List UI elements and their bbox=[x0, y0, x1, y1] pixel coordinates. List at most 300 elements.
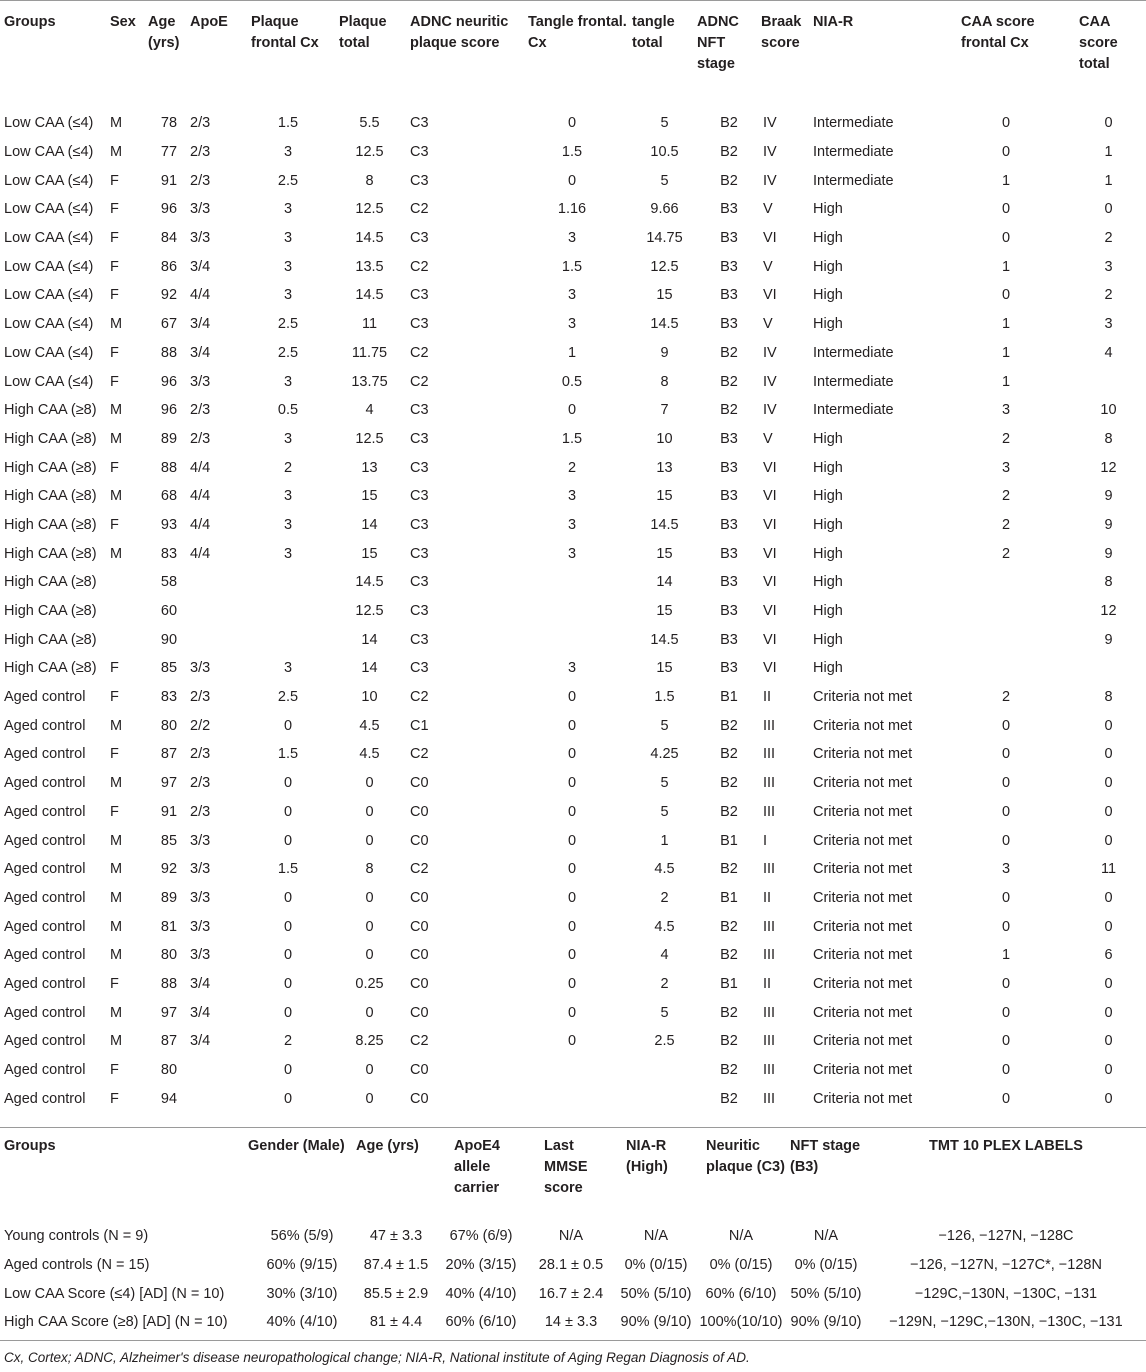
cell-apoe: 2/3 bbox=[190, 689, 211, 706]
cell-nia-r-high: 50% (5/10) bbox=[620, 1285, 692, 1302]
cell-tangle-frontal: 0 bbox=[567, 832, 577, 849]
cell-sex: M bbox=[110, 717, 123, 734]
cell-age: 85.5 ± 2.9 bbox=[363, 1285, 429, 1302]
cell-group: High CAA (≥8) bbox=[4, 631, 97, 648]
cell-sex: M bbox=[110, 861, 123, 878]
cell-nft-stage: B2 bbox=[720, 1033, 738, 1050]
cell-nia-r: Criteria not met bbox=[813, 889, 913, 906]
cell-caa-total: 11 bbox=[1100, 861, 1117, 878]
cell-group: Aged control bbox=[4, 717, 86, 734]
cell-tangle-total: 15 bbox=[656, 603, 673, 620]
cell-neuritic-plaque-c3: 100%(10/10) bbox=[699, 1314, 783, 1331]
cell-caa-total: 0 bbox=[1104, 832, 1113, 849]
cell-apoe: 3/4 bbox=[190, 258, 211, 275]
table-row bbox=[0, 855, 1146, 884]
cell-plaque-total: 8.25 bbox=[355, 1033, 384, 1050]
cell-last-mmse: 16.7 ± 2.4 bbox=[538, 1285, 604, 1302]
cell-caa-frontal: 0 bbox=[1001, 115, 1011, 132]
table-row bbox=[0, 195, 1146, 224]
cell-sex: F bbox=[110, 287, 119, 304]
cell-braak: II bbox=[763, 889, 772, 906]
cell-neuritic-plaque-score: C3 bbox=[410, 459, 429, 476]
cell-braak: III bbox=[763, 803, 776, 820]
cell-tangle-total: 7 bbox=[660, 402, 669, 419]
cell-caa-frontal: 0 bbox=[1001, 144, 1011, 161]
cell-plaque-total: 0 bbox=[365, 918, 374, 935]
cell-caa-total: 3 bbox=[1104, 258, 1113, 275]
cell-neuritic-plaque-score: C2 bbox=[410, 258, 429, 275]
cell-sex: F bbox=[110, 975, 119, 992]
cell-age: 91 bbox=[160, 803, 178, 820]
cell-apoe: 4/4 bbox=[190, 287, 211, 304]
cell-nia-r: High bbox=[813, 230, 843, 247]
cell-sex: F bbox=[110, 258, 119, 275]
cell-group: Young controls (N = 9) bbox=[4, 1228, 149, 1245]
cell-plaque-frontal: 0 bbox=[283, 775, 293, 792]
cell-tangle-frontal: 0 bbox=[567, 803, 577, 820]
cell-plaque-total: 0 bbox=[365, 775, 374, 792]
table2-header-row bbox=[0, 1136, 1146, 1222]
cell-apoe: 4/4 bbox=[190, 488, 211, 505]
cell-plaque-total: 8 bbox=[365, 861, 374, 878]
cell-plaque-total: 11.75 bbox=[351, 344, 388, 361]
cell-nia-r-high: 90% (9/10) bbox=[620, 1314, 692, 1331]
cell-nia-r: Criteria not met bbox=[813, 1062, 913, 1079]
table-row bbox=[0, 252, 1146, 281]
cell-caa-total: 0 bbox=[1104, 1004, 1113, 1021]
cell-age: 88 bbox=[160, 344, 178, 361]
header2-age: Age (yrs) bbox=[356, 1138, 419, 1154]
cell-age: 83 bbox=[160, 545, 178, 562]
cell-plaque-frontal: 0 bbox=[283, 975, 293, 992]
cell-plaque-total: 12.5 bbox=[355, 603, 384, 620]
cell-braak: IV bbox=[763, 115, 777, 132]
header-adnc-neuritic-plaque: ADNC neuritic plaque score bbox=[410, 14, 509, 51]
cell-caa-frontal: 0 bbox=[1001, 918, 1011, 935]
cell-group: Aged control bbox=[4, 1033, 86, 1050]
cell-plaque-total: 5.5 bbox=[359, 115, 380, 132]
cell-group: Aged control bbox=[4, 775, 86, 792]
cell-apoe: 3/4 bbox=[190, 1033, 211, 1050]
neuropathology-table bbox=[0, 12, 1146, 1113]
cell-apoe: 2/3 bbox=[190, 115, 211, 132]
cell-plaque-total: 13 bbox=[361, 459, 378, 476]
cell-caa-frontal: 0 bbox=[1001, 975, 1011, 992]
summary-row bbox=[0, 1222, 1146, 1251]
cell-age: 81 ± 4.4 bbox=[369, 1314, 423, 1331]
cell-caa-frontal: 1 bbox=[1001, 947, 1011, 964]
cell-nia-r: High bbox=[813, 488, 843, 505]
cell-plaque-frontal: 3 bbox=[283, 258, 293, 275]
cell-tangle-frontal: 0 bbox=[567, 172, 577, 189]
header-plaque-frontal: Plaque frontal Cx bbox=[251, 14, 319, 51]
cell-plaque-frontal: 0.5 bbox=[277, 402, 299, 419]
cell-nft-stage: B1 bbox=[720, 689, 738, 706]
cell-plaque-frontal: 2 bbox=[283, 1033, 293, 1050]
cell-nft-stage: B2 bbox=[720, 775, 738, 792]
cell-caa-total: 1 bbox=[1104, 144, 1113, 161]
cell-neuritic-plaque-score: C2 bbox=[410, 746, 429, 763]
cell-nft-stage: B3 bbox=[720, 488, 738, 505]
cell-neuritic-plaque-score: C3 bbox=[410, 631, 429, 648]
header-adnc-nft-stage: ADNC NFT stage bbox=[697, 14, 739, 72]
cell-tangle-frontal: 0 bbox=[567, 918, 577, 935]
cell-tangle-total: 1.5 bbox=[654, 689, 675, 706]
cell-tangle-frontal: 3 bbox=[567, 660, 577, 677]
table-row bbox=[0, 654, 1146, 683]
cell-braak: VI bbox=[763, 603, 777, 620]
cell-group: High CAA (≥8) bbox=[4, 430, 97, 447]
cell-sex: M bbox=[110, 947, 123, 964]
cell-plaque-frontal: 3 bbox=[283, 230, 293, 247]
cell-group: Aged control bbox=[4, 975, 86, 992]
cell-plaque-frontal: 2.5 bbox=[277, 344, 299, 361]
cell-plaque-total: 4 bbox=[365, 402, 374, 419]
cell-group: High CAA (≥8) bbox=[4, 402, 97, 419]
cell-plaque-frontal: 0 bbox=[283, 1062, 293, 1079]
cell-tangle-frontal: 0.5 bbox=[561, 373, 583, 390]
cell-plaque-total: 11 bbox=[361, 316, 378, 333]
cell-apoe: 3/3 bbox=[190, 889, 211, 906]
cell-sex: M bbox=[110, 1033, 123, 1050]
cell-tmt-labels: −126, −127N, −127C*, −128N bbox=[910, 1257, 1102, 1274]
cell-age: 92 bbox=[160, 287, 178, 304]
table1-header-row bbox=[0, 12, 1146, 109]
cell-group: Aged control bbox=[4, 861, 86, 878]
cell-apoe: 2/3 bbox=[190, 144, 211, 161]
cell-caa-total: 0 bbox=[1104, 889, 1113, 906]
cell-age: 85 bbox=[160, 660, 178, 677]
cell-plaque-frontal: 3 bbox=[283, 660, 293, 677]
cell-nia-r: Criteria not met bbox=[813, 689, 913, 706]
cell-caa-frontal: 0 bbox=[1001, 746, 1011, 763]
table-row bbox=[0, 511, 1146, 540]
cell-caa-total: 1 bbox=[1104, 172, 1113, 189]
cell-plaque-total: 15 bbox=[361, 545, 378, 562]
cell-tangle-frontal: 0 bbox=[567, 947, 577, 964]
cell-nft-stage-b3: 90% (9/10) bbox=[790, 1314, 862, 1331]
cell-apoe: 3/3 bbox=[190, 373, 211, 390]
cell-tangle-total: 2.5 bbox=[654, 1033, 675, 1050]
cell-nft-stage: B2 bbox=[720, 717, 738, 734]
header-plaque-total: Plaque total bbox=[339, 14, 387, 51]
cell-group: Low CAA (≤4) bbox=[4, 316, 94, 333]
cell-caa-frontal: 1 bbox=[1001, 316, 1011, 333]
cell-caa-frontal bbox=[941, 597, 1071, 626]
cell-plaque-frontal: 1.5 bbox=[277, 861, 299, 878]
cell-plaque-frontal: 3 bbox=[283, 545, 293, 562]
cell-braak: III bbox=[763, 947, 776, 964]
cell-braak: VI bbox=[763, 660, 777, 677]
table-row bbox=[0, 539, 1146, 568]
cell-nia-r-high: 0% (0/15) bbox=[624, 1257, 688, 1274]
cell-plaque-frontal: 0 bbox=[283, 717, 293, 734]
cell-braak: VI bbox=[763, 230, 777, 247]
cell-age: 87 bbox=[160, 1033, 178, 1050]
cell-nft-stage: B3 bbox=[720, 430, 738, 447]
cell-tangle-frontal: 3 bbox=[567, 516, 577, 533]
cell-braak: V bbox=[763, 258, 773, 275]
cell-neuritic-plaque-score: C3 bbox=[410, 660, 429, 677]
cell-braak: VI bbox=[763, 545, 777, 562]
cell-group: Aged control bbox=[4, 889, 86, 906]
cell-tangle-total: 2 bbox=[660, 975, 669, 992]
cell-apoe: 2/3 bbox=[190, 775, 211, 792]
cell-age: 89 bbox=[160, 430, 178, 447]
header-caa-frontal: CAA score frontal Cx bbox=[961, 14, 1035, 51]
cell-nft-stage: B1 bbox=[720, 832, 738, 849]
cell-tangle-frontal: 0 bbox=[567, 1004, 577, 1021]
cell-group: Aged control bbox=[4, 832, 86, 849]
cell-nia-r: Intermediate bbox=[813, 373, 894, 390]
cell-plaque-total: 0.25 bbox=[355, 975, 384, 992]
cell-apoe: 3/4 bbox=[190, 1004, 211, 1021]
cell-sex: M bbox=[110, 775, 123, 792]
cell-nft-stage: B2 bbox=[720, 115, 738, 132]
cell-tangle-total: 15 bbox=[656, 545, 673, 562]
cell-nft-stage: B1 bbox=[720, 889, 738, 906]
cell-nft-stage: B2 bbox=[720, 803, 738, 820]
cell-nia-r: Criteria not met bbox=[813, 1004, 913, 1021]
cell-tangle-frontal bbox=[512, 1056, 632, 1085]
cell-sex: F bbox=[110, 1090, 119, 1107]
cell-braak: II bbox=[763, 975, 772, 992]
cell-tangle-frontal: 0 bbox=[567, 861, 577, 878]
cell-braak: III bbox=[763, 1033, 776, 1050]
cell-nft-stage: B2 bbox=[720, 172, 738, 189]
cell-plaque-total: 0 bbox=[365, 947, 374, 964]
table-row bbox=[0, 482, 1146, 511]
cell-neuritic-plaque-score: C0 bbox=[410, 975, 429, 992]
cell-tangle-frontal bbox=[512, 1084, 632, 1113]
cell-caa-total: 9 bbox=[1104, 631, 1113, 648]
cell-nia-r: Criteria not met bbox=[813, 746, 913, 763]
header-braak: Braak score bbox=[761, 14, 802, 51]
cell-neuritic-plaque-score: C0 bbox=[410, 889, 429, 906]
cell-plaque-total: 14 bbox=[361, 631, 378, 648]
cell-group: Aged control bbox=[4, 803, 86, 820]
header-sex: Sex bbox=[110, 14, 136, 30]
cell-group: Low CAA (≤4) bbox=[4, 258, 94, 275]
cell-nft-stage: B3 bbox=[720, 258, 738, 275]
cell-caa-total: 0 bbox=[1104, 775, 1113, 792]
cell-apoe: 3/3 bbox=[190, 947, 211, 964]
cell-caa-total: 2 bbox=[1104, 287, 1113, 304]
cell-tangle-total: 5 bbox=[660, 1004, 669, 1021]
cell-plaque-total: 8 bbox=[365, 172, 374, 189]
cell-caa-frontal: 0 bbox=[1001, 717, 1011, 734]
cell-group: Low CAA (≤4) bbox=[4, 287, 94, 304]
cell-plaque-frontal: 0 bbox=[283, 1004, 293, 1021]
cell-plaque-frontal: 2.5 bbox=[277, 689, 299, 706]
cell-tangle-total: 14.75 bbox=[646, 230, 683, 247]
cell-group: Aged control bbox=[4, 947, 86, 964]
table-row bbox=[0, 711, 1146, 740]
cell-plaque-frontal: 0 bbox=[283, 918, 293, 935]
cell-sex: M bbox=[110, 889, 123, 906]
cell-group: High CAA (≥8) bbox=[4, 459, 97, 476]
cell-group: Low CAA (≤4) bbox=[4, 115, 94, 132]
cell-group: High CAA (≥8) bbox=[4, 488, 97, 505]
cell-plaque-total: 12.5 bbox=[355, 430, 384, 447]
cell-group: High CAA (≥8) bbox=[4, 603, 97, 620]
cell-apoe: 4/4 bbox=[190, 459, 211, 476]
cell-tangle-total: 13 bbox=[656, 459, 673, 476]
cell-plaque-frontal: 0 bbox=[283, 1090, 293, 1107]
cell-neuritic-plaque-score: C3 bbox=[410, 287, 429, 304]
cell-braak: VI bbox=[763, 488, 777, 505]
table-row bbox=[0, 166, 1146, 195]
cell-tmt-labels: −129N, −129C,−130N, −130C, −131 bbox=[889, 1314, 1123, 1331]
cell-nft-stage: B3 bbox=[720, 287, 738, 304]
cell-caa-frontal: 1 bbox=[1001, 172, 1011, 189]
cell-plaque-frontal bbox=[247, 597, 329, 626]
cell-age: 47 ± 3.3 bbox=[369, 1228, 423, 1245]
cell-caa-total: 6 bbox=[1104, 947, 1113, 964]
cell-plaque-total: 4.5 bbox=[359, 746, 380, 763]
cell-caa-frontal bbox=[941, 625, 1071, 654]
cell-gender-male: 56% (5/9) bbox=[270, 1228, 334, 1245]
cell-apoe bbox=[190, 625, 247, 654]
cell-braak: V bbox=[763, 430, 773, 447]
cell-tangle-total: 4.5 bbox=[654, 861, 675, 878]
cell-plaque-total: 10 bbox=[361, 689, 378, 706]
cell-gender-male: 30% (3/10) bbox=[266, 1285, 338, 1302]
cell-group: Aged control bbox=[4, 1004, 86, 1021]
cell-caa-frontal: 0 bbox=[1001, 1062, 1011, 1079]
cell-apoe: 3/3 bbox=[190, 201, 211, 218]
cell-sex: F bbox=[110, 516, 119, 533]
cell-sex: F bbox=[110, 230, 119, 247]
cell-tangle-total: 4 bbox=[660, 947, 669, 964]
cell-nia-r: Intermediate bbox=[813, 402, 894, 419]
group-summary-table bbox=[0, 1136, 1146, 1337]
cell-age: 58 bbox=[160, 574, 178, 591]
cell-plaque-frontal bbox=[247, 568, 329, 597]
cell-plaque-total: 14 bbox=[361, 516, 378, 533]
cell-tangle-total: 8 bbox=[660, 373, 669, 390]
cell-neuritic-plaque-score: C0 bbox=[410, 775, 429, 792]
cell-plaque-frontal: 1.5 bbox=[277, 746, 299, 763]
cell-group: Low CAA (≤4) bbox=[4, 373, 94, 390]
cell-caa-frontal bbox=[941, 568, 1071, 597]
cell-age: 87.4 ± 1.5 bbox=[363, 1257, 429, 1274]
cell-nia-r: Criteria not met bbox=[813, 918, 913, 935]
cell-tangle-frontal: 1.5 bbox=[561, 258, 583, 275]
cell-neuritic-plaque-score: C0 bbox=[410, 918, 429, 935]
cell-plaque-total: 15 bbox=[361, 488, 378, 505]
cell-nia-r: High bbox=[813, 545, 843, 562]
cell-tangle-total: 5 bbox=[660, 115, 669, 132]
cell-age: 85 bbox=[160, 832, 178, 849]
cell-caa-frontal: 1 bbox=[1001, 373, 1011, 390]
table-row bbox=[0, 425, 1146, 454]
cell-braak: III bbox=[763, 1090, 776, 1107]
cell-caa-total: 12 bbox=[1100, 459, 1117, 476]
cell-plaque-total: 0 bbox=[365, 1062, 374, 1079]
cell-neuritic-plaque-score: C2 bbox=[410, 373, 429, 390]
cell-caa-total: 12 bbox=[1100, 603, 1117, 620]
cell-sex: M bbox=[110, 918, 123, 935]
cell-neuritic-plaque-score: C3 bbox=[410, 603, 429, 620]
cell-apoe: 3/3 bbox=[190, 861, 211, 878]
cell-caa-frontal: 0 bbox=[1001, 775, 1011, 792]
cell-nia-r: High bbox=[813, 258, 843, 275]
cell-apoe: 3/4 bbox=[190, 316, 211, 333]
cell-nft-stage: B2 bbox=[720, 861, 738, 878]
cell-tangle-total: 2 bbox=[660, 889, 669, 906]
header-age: Age (yrs) bbox=[148, 14, 180, 51]
cell-caa-frontal: 0 bbox=[1001, 201, 1011, 218]
table-row bbox=[0, 597, 1146, 626]
cell-braak: III bbox=[763, 918, 776, 935]
cell-braak: IV bbox=[763, 402, 777, 419]
cell-caa-total: 8 bbox=[1104, 689, 1113, 706]
cell-tangle-total: 9.66 bbox=[650, 201, 679, 218]
table-row bbox=[0, 798, 1146, 827]
cell-tangle-total: 15 bbox=[656, 287, 673, 304]
cell-nft-stage: B2 bbox=[720, 144, 738, 161]
header-apoe: ApoE bbox=[190, 14, 228, 30]
cell-tangle-total: 4.25 bbox=[650, 746, 679, 763]
cell-nia-r: High bbox=[813, 316, 843, 333]
cell-caa-frontal: 0 bbox=[1001, 889, 1011, 906]
cell-caa-frontal: 2 bbox=[1001, 430, 1011, 447]
cell-plaque-total: 0 bbox=[365, 1004, 374, 1021]
cell-nia-r: Criteria not met bbox=[813, 717, 913, 734]
cell-age: 97 bbox=[160, 1004, 178, 1021]
cell-nft-stage: B1 bbox=[720, 975, 738, 992]
cell-plaque-frontal: 3 bbox=[283, 201, 293, 218]
cell-plaque-total: 0 bbox=[365, 803, 374, 820]
cell-sex: F bbox=[110, 459, 119, 476]
cell-age: 86 bbox=[160, 258, 178, 275]
cell-tangle-frontal: 1.5 bbox=[561, 144, 583, 161]
cell-age: 68 bbox=[160, 488, 178, 505]
table-row bbox=[0, 683, 1146, 712]
cell-braak: VI bbox=[763, 631, 777, 648]
table-row bbox=[0, 912, 1146, 941]
cell-group: Low CAA (≤4) bbox=[4, 144, 94, 161]
cell-tmt-labels: −126, −127N, −128C bbox=[938, 1228, 1074, 1245]
header-caa-total: CAA score total bbox=[1079, 14, 1118, 72]
cell-neuritic-plaque-c3: 0% (0/15) bbox=[709, 1257, 773, 1274]
cell-tangle-frontal: 0 bbox=[567, 115, 577, 132]
cell-nia-r: Intermediate bbox=[813, 144, 894, 161]
cell-plaque-total: 13.5 bbox=[355, 258, 384, 275]
cell-neuritic-plaque-score: C0 bbox=[410, 1090, 429, 1107]
cell-plaque-total: 0 bbox=[365, 832, 374, 849]
cell-tangle-frontal: 0 bbox=[567, 746, 577, 763]
cell-plaque-total: 14.5 bbox=[355, 287, 384, 304]
cell-nia-r: High bbox=[813, 430, 843, 447]
cell-sex: M bbox=[110, 402, 123, 419]
cell-caa-total: 0 bbox=[1104, 918, 1113, 935]
cell-tangle-frontal bbox=[512, 597, 632, 626]
cell-plaque-frontal: 2.5 bbox=[277, 172, 299, 189]
cell-group: Aged control bbox=[4, 689, 86, 706]
cell-plaque-frontal: 3 bbox=[283, 373, 293, 390]
cell-nft-stage: B2 bbox=[720, 402, 738, 419]
cell-caa-frontal: 0 bbox=[1001, 287, 1011, 304]
cell-caa-frontal: 3 bbox=[1001, 459, 1011, 476]
table-row bbox=[0, 224, 1146, 253]
header2-mmse: Last MMSE score bbox=[544, 1138, 588, 1196]
cell-tangle-total: 1 bbox=[660, 832, 669, 849]
cell-nft-stage: B3 bbox=[720, 316, 738, 333]
table-row bbox=[0, 310, 1146, 339]
cell-nft-stage-b3: 0% (0/15) bbox=[794, 1257, 858, 1274]
